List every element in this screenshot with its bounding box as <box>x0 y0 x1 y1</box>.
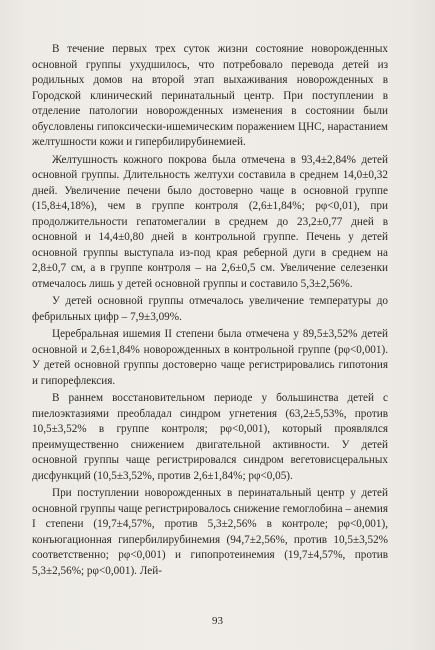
page-number: 93 <box>212 615 223 627</box>
paragraph-6: При поступлении новорожденных в перинатальный центр у детей основной группы чаще регистрировалось снижение гемоглобина – анемия I степени (19,7±4,57%, против 5,3±2,56% в контроле; pφ<0,001), конъюгационная гипербилирубинемия (94,7±2,56%, против 10,5±3,52% соответственно; pφ<0,001) и гипопротеинемия (19,7±4,57%, против 5,3±2,56%; pφ<0,001). Лей- <box>32 487 388 577</box>
paragraph-1: В течение первых трех суток жизни состояние новорожденных основной группы ухудшилось, что потребовало перевода детей из родильных домов на второй этап выхаживания новорожденных в Городской клинический перинатальный центр. При поступлении в отделение патологии новорожденных изменения в состоянии были обусловлены гипоксически-ишемическим поражением ЦНС, нарастанием желтушности кожи и гипербилирубинемией. <box>32 43 388 148</box>
paragraph-4: Церебральная ишемия II степени была отмечена у 89,5±3,52% детей основной и 2,6±1,84% новорожденных в контрольной группе (pφ<0,001). У детей основной группы достоверно чаще регистрировались гипотония и гипорефлексия. <box>32 328 388 387</box>
paragraph-5: В раннем восстановительном периоде у большинства детей с пиелоэктазиями преобладал синдром угнетения (63,2±5,53%, против 10,5±3,52% в группе контроля; pφ<0,001), который проявлялся преимущественно снижением двигательной активности. У детей основной группы чаще регистрировался синдром вегетовисцеральных дисфункций (10,5±3,52%, против 2,6±1,84%; pφ<0,05). <box>32 392 388 482</box>
paragraph-2: Желтушность кожного покрова была отмечена в 93,4±2,84% детей основной группы. Длительность желтухи составила в среднем 14,0±0,32 дней. Увеличение печени было достоверно чаще в основной группе (15,8±4,18%), чем в группе контроля (2,6±1,84%; pφ<0,01), при продолжительности гепатомегалии в среднем до 23,2±0,77 дней в основной и 14,4±0,80 дней в контрольной группе. Печень у детей основной группы выступала из-под края реберной дуги в среднем на 2,8±0,7 см, а в группе контроля – на 2,6±0,5 см. Увеличение селезенки отмечалось лишь у детей основной группы и составило 5,3±2,56%. <box>32 153 388 290</box>
paragraph-3: У детей основной группы отмечалось увеличение температуры до фебрильных цифр – 7,9±3,09%. <box>32 295 388 323</box>
body-text <box>32 42 388 579</box>
